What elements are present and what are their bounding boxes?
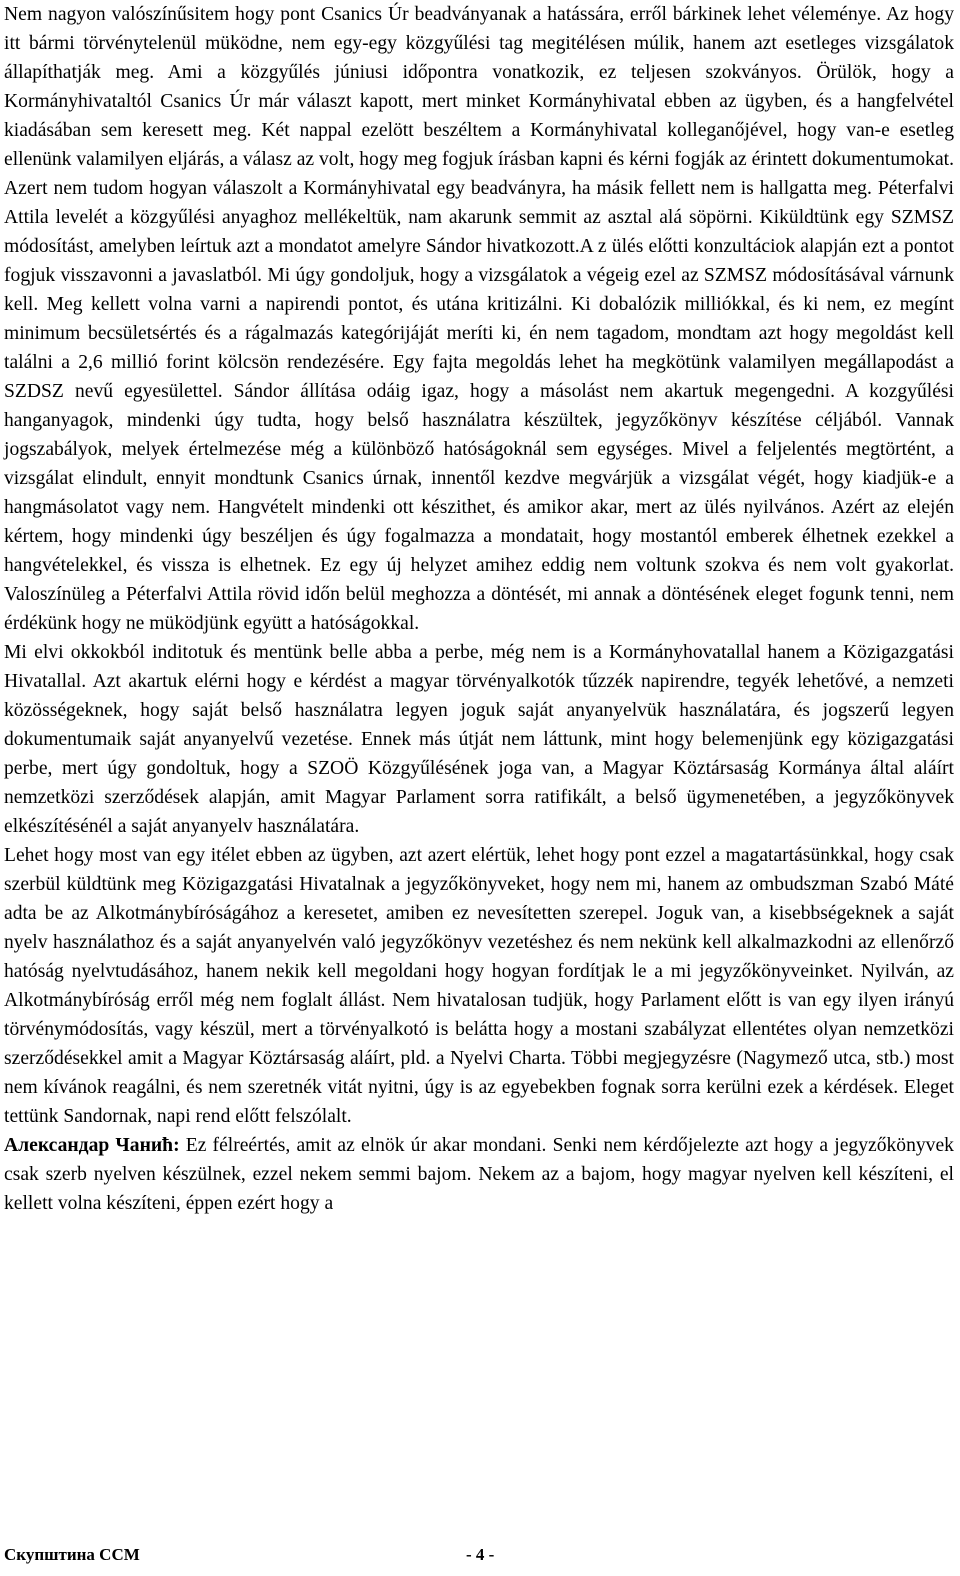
speaker-paragraph: [4, 1131, 954, 1218]
footer-assembly-name: Скупштина ССМ: [4, 1545, 140, 1564]
document-page: [4, 0, 954, 1218]
speaker-text: Ez félreértés, amit az elnök úr akar mondani. Senki nem kérdőjelezte azt hogy a jegyzőkönyvek csak szerb nyelven készülnek, ezzel nekem semmi bajom. Nekem az a bajom, hogy magyar nyelven kell készíteni, el kellett volna készíteni, éppen ezért hogy a: [4, 1135, 954, 1214]
page-number: - 4 -: [466, 1545, 495, 1564]
page-footer: [4, 1545, 954, 1569]
body-paragraph-1: Nem nagyon valószínűsitem hogy pont Csanics Úr beadványanak a hatássára, erről bárkinek lehet véleménye. Az hogy itt bármi törvénytelenül müködne, nem egy-egy közgyűlési tag megitélésen múlik, hanem azt esetleges vizsgálatok állapíthatják meg. Ami a közgyűlés júniusi időpontra vonatkozik, ez teljesen szokványos. Örülök, hogy a Kormányhivataltól Csanics Úr már választ kapott, mert minket Kormányhivatal ebben az ügyben, és a hangfelvétel kiadásában sem keresett meg. Két nappal ezelött beszéltem a Kormányhivatal kolleganőjével, hogy van-e esetleg ellenünk valamilyen eljárás, a válasz az volt, hogy meg fogjuk írásban kapni és kérni fogják az érintett dokumentumokat. Azert nem tudom hogyan válaszolt a Kormányhivatal egy beadványra, ha másik fellett nem is hallgatta meg. Péterfalvi Attila levelét a közgyűlési anyaghoz mellékeltük, nam akarunk semmit az asztal alá söpörni. Kiküldtünk egy SZMSZ módosítást, amelyben leírtuk azt a mondatot amelyre Sándor hivatkozott.A z ülés előtti konzultáciok alapján ezt a pontot fogjuk visszavonni a javaslatból. Mi úgy gondoljuk, hogy a vizsgálatok a végeig ezel az SZMSZ módosításával várnunk kell. Meg kellett volna varni a napirendi pontot, és utána kritizálni. Ki dobalózik milliókkal, és ki nem, ez megínt minimum becsületsértés és a rágalmazás kategórijáját meríti ki, én nem tagadom, mondtam azt hogy megoldást kell találni a 2,6 millió forint kölcsön rendezésére. Egy fajta megoldás lehet ha megkötünk valamilyen megállapodást a SZDSZ nevű egyesülettel. Sándor állítása odáig igaz, hogy a másolást nem akartuk megengedni. A kozgyűlési hanganyagok, mindenki úgy tudta, hogy belső használatra készültek, jegyzőkönyv készítése céljából. Vannak jogszabályok, melyek értelmezése még a különböző hatóságoknál sem egységes. Mivel a feljelentés megtörtént, a vizsgálat elindult, ennyit mondtunk Csanics úrnak, innentől kezdve megvárjük a vizsgálat végét, hogy kiadjük-e a hangmásolatot vagy nem. Hangvételt mindenki ott készithet, és amikor akar, mert az ülés nyilvános. Azért az elején kértem, hogy mindenki úgy beszéljen és úgy fogalmazza a mondatait, hogy mostantól emberek élhetnek ezekkel a hangvételekkel, és vissza is elhetnek. Ez egy új helyzet amihez eddig nem voltunk szokva és nem volt gyakorlat. Valoszínüleg a Péterfalvi Attila rövid időn belül meghozza a döntését, mi annak a döntésének eleget fogunk tenni, nem érdékünk hogy ne müködjünk együtt a hatóságokkal.: [4, 4, 954, 634]
speaker-name: Александар Чанић:: [4, 1135, 180, 1156]
body-paragraph-2: Mi elvi okkokból inditotuk és mentünk belle abba a perbe, még nem is a Kormányhovatallal hanem a Közigazgatási Hivatallal. Azt akartuk elérni hogy e kérdést a magyar törvényalkotók tűzzék napirendre, tegyék lehetővé, a nemzeti közösségeknek, hogy saját belső használatra legyen joguk saját anyanyelvük használatára, és jogszerű legyen dokumentumaik saját anyanyelvű vezetése. Ennek más útját nem láttunk, mint hogy belemenjünk egy közigazgatási perbe, mert úgy gondoltuk, hogy a SZOÖ Közgyűlésének joga van, a Magyar Köztársaság Kormánya által aláírt nemzetközi szerződések alapján, amit Magyar Parlament sorra ratifikált, a belső ügymenetében, a jegyzőkönyvek elkészítésénél a saját anyanyelv használatára.: [4, 642, 954, 837]
body-paragraph-3: Lehet hogy most van egy itélet ebben az ügyben, azt azert elértük, lehet hogy pont ezzel a magatartásünkkal, hogy csak szerbül küldtünk meg Közigazgatási Hivatalnak a jegyzőkönyveket, hogy nem mi, hanem az ombudszman Szabó Máté adta be az Alkotmánybíróságához a keresetet, amiben ez nevesítetten szerepel. Joguk van, a kisebbségeknek a saját nyelv használathoz és a saját anyanyelvén való jegyzőkönyv vezetéshez és nem nekünk kell alkalmazkodni az ellenőrző hatóság nyelvtudásához, hanem nekik kell megoldani hogy hogyan fordítjak le a mi jegyzőkönyveinket. Nyilván, az Alkotmánybíróság erről még nem foglalt állást. Nem hivatalosan tudjük, hogy Parlament előtt is van egy ilyen irányú törvénymódosítás, vagy készül, mert a törvényalkotó is belátta hogy a mostani szabályzat ellentétes olyan nemzetközi szerződésekkel amit a Magyar Köztársaság aláírt, pld. a Nyelvi Charta. Többi megjegyzésre (Nagymező utca, stb.) most nem kívánok reagálni, és nem szeretnék vitát nyitni, úgy is az egyebekben fognak sorra kerülni ezek a kérdések. Eleget tettünk Sandornak, napi rend előtt felszólalt.: [4, 845, 954, 1127]
